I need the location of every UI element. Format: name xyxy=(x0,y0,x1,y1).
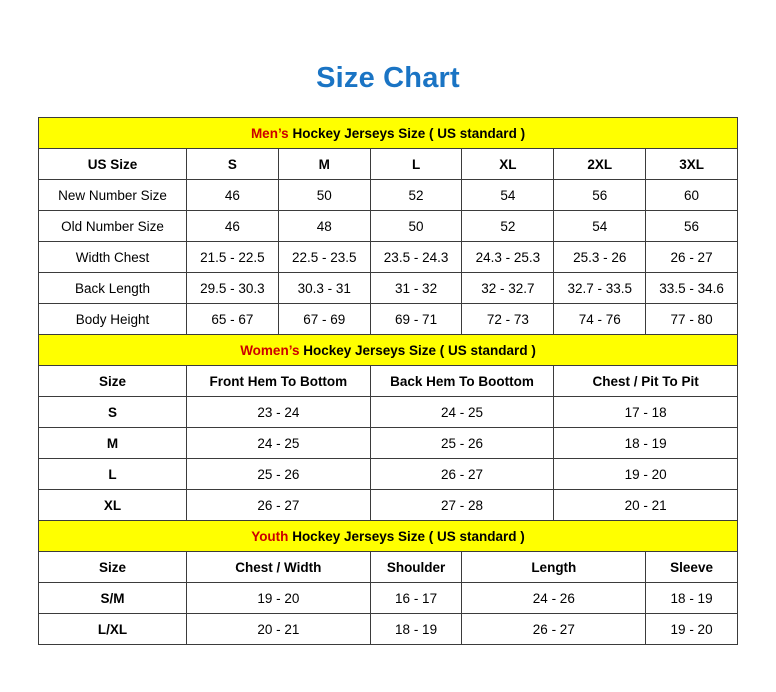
size-chart-table xyxy=(38,117,738,645)
men-row-label: Back Length xyxy=(39,273,187,304)
section-title-men-rest: Hockey Jerseys Size ( US standard ) xyxy=(288,125,526,141)
men-cell: 48 xyxy=(278,211,370,242)
women-cell: 18 - 19 xyxy=(554,428,738,459)
women-cell: 17 - 18 xyxy=(554,397,738,428)
women-cell: 23 - 24 xyxy=(187,397,371,428)
youth-cell: 18 - 19 xyxy=(646,583,738,614)
section-title-women-rest: Hockey Jerseys Size ( US standard ) xyxy=(299,342,536,358)
men-col-header: L xyxy=(370,149,462,180)
youth-col-header: Length xyxy=(462,552,646,583)
section-title-youth-accent: Youth xyxy=(251,528,289,544)
women-cell: 25 - 26 xyxy=(187,459,371,490)
youth-cell: 24 - 26 xyxy=(462,583,646,614)
youth-col-header: Sleeve xyxy=(646,552,738,583)
women-col-header: Back Hem To Boottom xyxy=(370,366,554,397)
youth-row-label: S/M xyxy=(39,583,187,614)
men-cell: 56 xyxy=(646,211,738,242)
men-cell: 50 xyxy=(370,211,462,242)
men-row-label: Old Number Size xyxy=(39,211,187,242)
men-cell: 54 xyxy=(462,180,554,211)
men-col-header: US Size xyxy=(39,149,187,180)
men-cell: 31 - 32 xyxy=(370,273,462,304)
table-row xyxy=(39,242,738,273)
women-col-header: Front Hem To Bottom xyxy=(187,366,371,397)
men-col-header: M xyxy=(278,149,370,180)
section-title-youth xyxy=(39,521,738,552)
men-col-header: S xyxy=(187,149,279,180)
men-cell: 60 xyxy=(646,180,738,211)
men-cell: 30.3 - 31 xyxy=(278,273,370,304)
section-title-men xyxy=(39,118,738,149)
men-cell: 65 - 67 xyxy=(187,304,279,335)
men-cell: 29.5 - 30.3 xyxy=(187,273,279,304)
table-row xyxy=(39,552,738,583)
section-header-row-women xyxy=(39,335,738,366)
men-cell: 23.5 - 24.3 xyxy=(370,242,462,273)
table-row xyxy=(39,428,738,459)
men-col-header: 3XL xyxy=(646,149,738,180)
youth-col-header: Shoulder xyxy=(370,552,462,583)
women-row-label: XL xyxy=(39,490,187,521)
section-title-youth-rest: Hockey Jerseys Size ( US standard ) xyxy=(288,528,525,544)
youth-col-header: Size xyxy=(39,552,187,583)
men-cell: 22.5 - 23.5 xyxy=(278,242,370,273)
table-row xyxy=(39,366,738,397)
men-cell: 33.5 - 34.6 xyxy=(646,273,738,304)
table-row xyxy=(39,614,738,645)
youth-cell: 20 - 21 xyxy=(187,614,371,645)
section-title-women xyxy=(39,335,738,366)
table-row xyxy=(39,149,738,180)
table-row xyxy=(39,583,738,614)
women-cell: 20 - 21 xyxy=(554,490,738,521)
page-title: Size Chart xyxy=(316,62,460,94)
youth-cell: 18 - 19 xyxy=(370,614,462,645)
section-header-row-youth xyxy=(39,521,738,552)
women-cell: 19 - 20 xyxy=(554,459,738,490)
men-cell: 32.7 - 33.5 xyxy=(554,273,646,304)
women-cell: 27 - 28 xyxy=(370,490,554,521)
table-row xyxy=(39,304,738,335)
youth-cell: 19 - 20 xyxy=(187,583,371,614)
men-cell: 52 xyxy=(462,211,554,242)
men-cell: 67 - 69 xyxy=(278,304,370,335)
women-cell: 24 - 25 xyxy=(187,428,371,459)
women-row-label: L xyxy=(39,459,187,490)
men-col-header: 2XL xyxy=(554,149,646,180)
men-cell: 52 xyxy=(370,180,462,211)
table-row xyxy=(39,490,738,521)
table-row xyxy=(39,180,738,211)
table-row xyxy=(39,397,738,428)
women-cell: 24 - 25 xyxy=(370,397,554,428)
women-cell: 26 - 27 xyxy=(187,490,371,521)
youth-row-label: L/XL xyxy=(39,614,187,645)
table-row xyxy=(39,459,738,490)
size-chart-container xyxy=(38,117,738,645)
men-cell: 25.3 - 26 xyxy=(554,242,646,273)
men-cell: 24.3 - 25.3 xyxy=(462,242,554,273)
youth-cell: 19 - 20 xyxy=(646,614,738,645)
women-col-header: Chest / Pit To Pit xyxy=(554,366,738,397)
women-row-label: M xyxy=(39,428,187,459)
men-cell: 32 - 32.7 xyxy=(462,273,554,304)
men-cell: 54 xyxy=(554,211,646,242)
youth-col-header: Chest / Width xyxy=(187,552,371,583)
men-row-label: Body Height xyxy=(39,304,187,335)
men-cell: 77 - 80 xyxy=(646,304,738,335)
men-row-label: New Number Size xyxy=(39,180,187,211)
men-cell: 72 - 73 xyxy=(462,304,554,335)
youth-cell: 26 - 27 xyxy=(462,614,646,645)
women-cell: 25 - 26 xyxy=(370,428,554,459)
men-cell: 46 xyxy=(187,211,279,242)
section-title-men-accent: Men’s xyxy=(250,125,289,141)
men-cell: 50 xyxy=(278,180,370,211)
men-cell: 56 xyxy=(554,180,646,211)
men-cell: 26 - 27 xyxy=(646,242,738,273)
men-cell: 46 xyxy=(187,180,279,211)
men-cell: 21.5 - 22.5 xyxy=(187,242,279,273)
section-title-women-accent: Women’s xyxy=(240,342,300,358)
men-cell: 69 - 71 xyxy=(370,304,462,335)
women-cell: 26 - 27 xyxy=(370,459,554,490)
women-row-label: S xyxy=(39,397,187,428)
men-col-header: XL xyxy=(462,149,554,180)
youth-cell: 16 - 17 xyxy=(370,583,462,614)
women-col-header: Size xyxy=(39,366,187,397)
men-row-label: Width Chest xyxy=(39,242,187,273)
men-cell: 74 - 76 xyxy=(554,304,646,335)
table-row xyxy=(39,211,738,242)
table-row xyxy=(39,273,738,304)
section-header-row-men xyxy=(39,118,738,149)
